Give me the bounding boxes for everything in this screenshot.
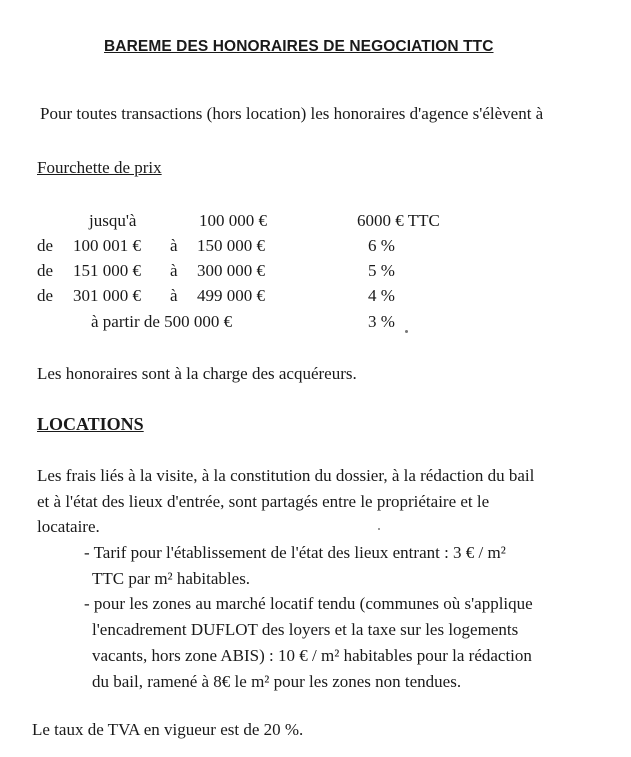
tier-prefix: de: [37, 261, 54, 280]
tier-from: jusqu'à: [89, 211, 137, 230]
buyer-note: Les honoraires sont à la charge des acquéreurs.: [37, 364, 357, 383]
tier-from: 301 000 €: [73, 286, 141, 305]
tier-to: 150 000 €: [197, 236, 265, 255]
tier-to: 499 000 €: [197, 286, 265, 305]
scan-speck: [378, 528, 380, 530]
intro-text: Pour toutes transactions (hors location) les honoraires d'agence s'élèvent à: [40, 104, 544, 123]
tier-sep: à: [170, 261, 178, 280]
paragraph-line: et à l'état des lieux d'entrée, sont partagés entre le propriétaire et le: [37, 492, 490, 511]
tier-prefix: de: [37, 236, 54, 255]
bullet-line: vacants, hors zone ABIS) : 10 € / m² habitables pour la rédaction: [92, 646, 532, 665]
locations-heading: LOCATIONS: [37, 414, 144, 434]
bullet-line: TTC par m² habitables.: [92, 569, 251, 588]
tier-to: 300 000 €: [197, 261, 265, 280]
tier-to: 100 000 €: [199, 211, 267, 230]
vat-note: Le taux de TVA en vigueur est de 20 %.: [32, 720, 304, 739]
tier-from: à partir de 500 000 €: [91, 312, 233, 331]
tier-fee: 4 %: [368, 286, 395, 305]
tier-from: 151 000 €: [73, 261, 141, 280]
tier-fee: 6 %: [368, 236, 395, 255]
tier-fee: 5 %: [368, 261, 395, 280]
paragraph-line: Les frais liés à la visite, à la constitution du dossier, à la rédaction du bail: [37, 466, 535, 485]
bullet-line: - Tarif pour l'établissement de l'état des lieux entrant : 3 € / m²: [84, 543, 506, 562]
tier-fee: 6000 € TTC: [357, 211, 440, 230]
paragraph-line: locataire.: [37, 517, 100, 536]
bullet-line: - pour les zones au marché locatif tendu (communes où s'applique: [84, 594, 533, 613]
bullet-line: l'encadrement DUFLOT des loyers et la taxe sur les logements: [92, 620, 519, 639]
bullet-line: du bail, ramené à 8€ le m² pour les zones non tendues.: [92, 672, 462, 691]
tier-sep: à: [170, 286, 178, 305]
page-title: BAREME DES HONORAIRES DE NEGOCIATION TTC: [104, 38, 494, 55]
tier-prefix: de: [37, 286, 54, 305]
tier-sep: à: [170, 236, 178, 255]
range-heading: Fourchette de prix: [37, 158, 162, 177]
scan-speck: [405, 330, 408, 333]
tier-fee: 3 %: [368, 312, 395, 331]
tier-from: 100 001 €: [73, 236, 141, 255]
